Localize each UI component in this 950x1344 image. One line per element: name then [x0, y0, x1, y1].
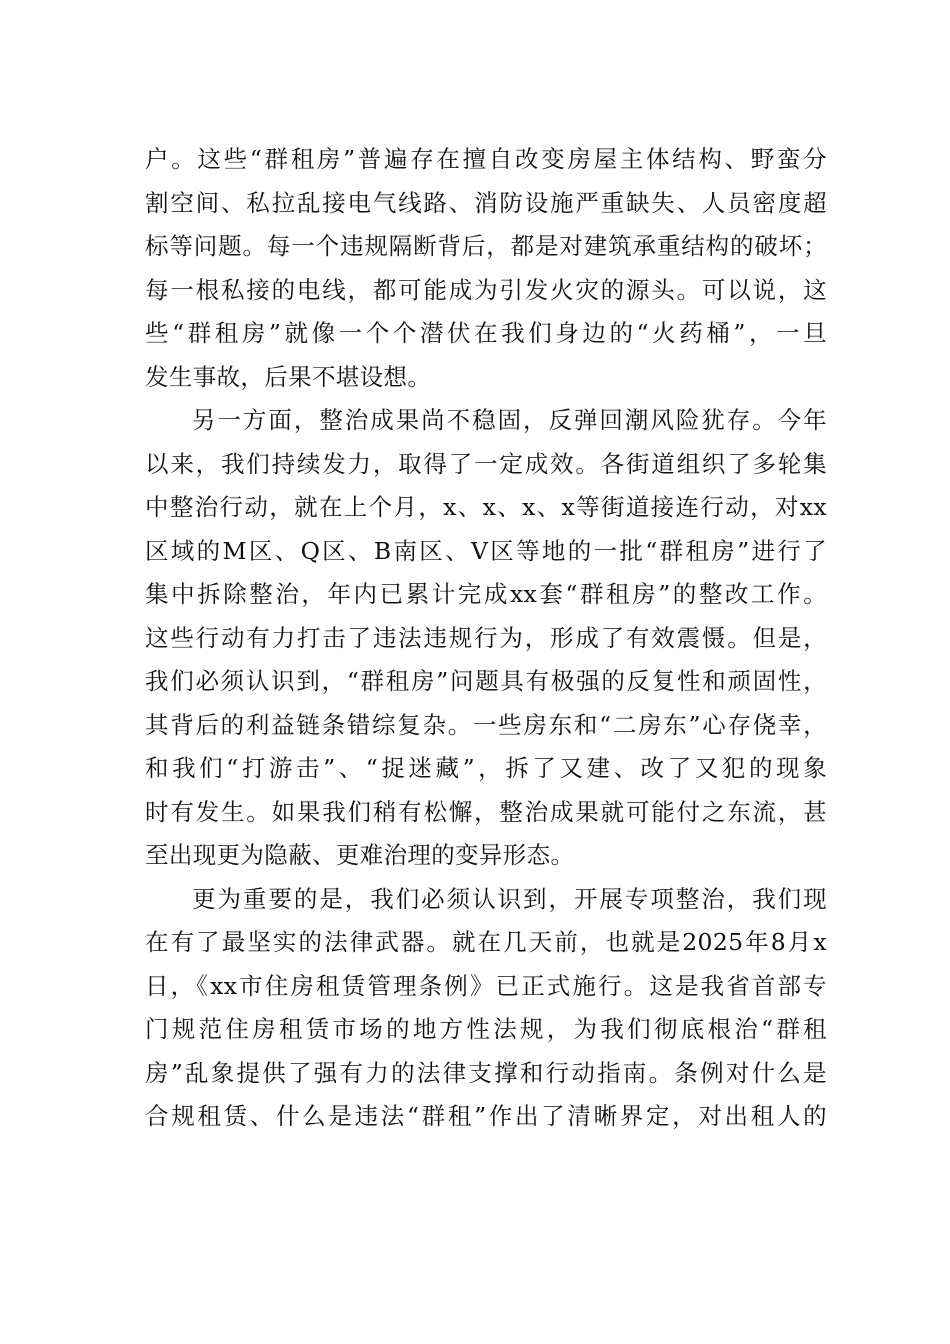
- paragraph-2-line-3: 中整治行动，就在上个月，x、x、x、x等街道接连行动，对xx: [145, 493, 827, 521]
- paragraph-3-line-2: 在有了最坚实的法律武器。就在几天前，也就是2025年8月x: [145, 928, 827, 956]
- paragraph-2-line-6: 这些行动有力打击了违法违规行为，形成了有效震慑。但是，: [145, 623, 827, 652]
- paragraph-1-line-6: 发生事故，后果不堪设想。: [145, 362, 432, 391]
- paragraph-2-line-5: 集中拆除整治，年内已累计完成xx套“群租房”的整改工作。: [145, 580, 827, 608]
- paragraph-2-line-2: 以来，我们持续发力，取得了一定成效。各街道组织了多轮集: [145, 449, 827, 478]
- paragraph-2-line-8: 其背后的利益链条错综复杂。一些房东和“二房东”心存侥幸，: [145, 710, 827, 739]
- paragraph-1-line-5: 些“群租房”就像一个个潜伏在我们身边的“火药桶”，一旦: [145, 319, 827, 347]
- paragraph-2-line-10: 时有发生。如果我们稍有松懈，整治成果就可能付之东流，甚: [145, 797, 827, 826]
- paragraph-2-line-4: 区域的M区、Q区、B南区、V区等地的一批“群租房”进行了: [145, 536, 827, 565]
- paragraph-3-line-5: 房”乱象提供了强有力的法律支撑和行动指南。条例对什么是: [145, 1058, 827, 1087]
- paragraph-1-line-1: 户。这些“群租房”普遍存在擅自改变房屋主体结构、野蛮分: [145, 145, 827, 173]
- paragraph-3-line-4: 门规范住房租赁市场的地方性法规，为我们彻底根治“群租: [145, 1015, 827, 1043]
- document-body: [145, 138, 827, 1139]
- paragraph-1-line-2: 割空间、私拉乱接电气线路、消防设施严重缺失、人员密度超: [145, 188, 827, 217]
- paragraph-2-line-9: 和我们“打游击”、“捉迷藏”，拆了又建、改了又犯的现象: [145, 754, 827, 782]
- paragraph-2-line-11: 至出现更为隐蔽、更难治理的变异形态。: [145, 841, 575, 869]
- paragraph-1-line-3: 标等问题。每一个违规隔断背后，都是对建筑承重结构的破坏；: [145, 232, 827, 260]
- paragraph-2-line-7: 我们必须认识到，“群租房”问题具有极强的反复性和顽固性，: [145, 667, 827, 695]
- paragraph-3-line-6: 合规租赁、什么是违法“群租”作出了清晰界定，对出租人的: [145, 1102, 827, 1130]
- paragraph-2-line-1: 另一方面，整治成果尚不稳固，反弹回潮风险犹存。今年: [192, 406, 827, 434]
- paragraph-3-line-3: 日，《xx市住房租赁管理条例》已正式施行。这是我省首部专: [145, 971, 827, 1000]
- paragraph-3-line-1: 更为重要的是，我们必须认识到，开展专项整治，我们现: [192, 884, 827, 913]
- paragraph-1-line-4: 每一根私接的电线，都可能成为引发火灾的源头。可以说，这: [145, 275, 827, 304]
